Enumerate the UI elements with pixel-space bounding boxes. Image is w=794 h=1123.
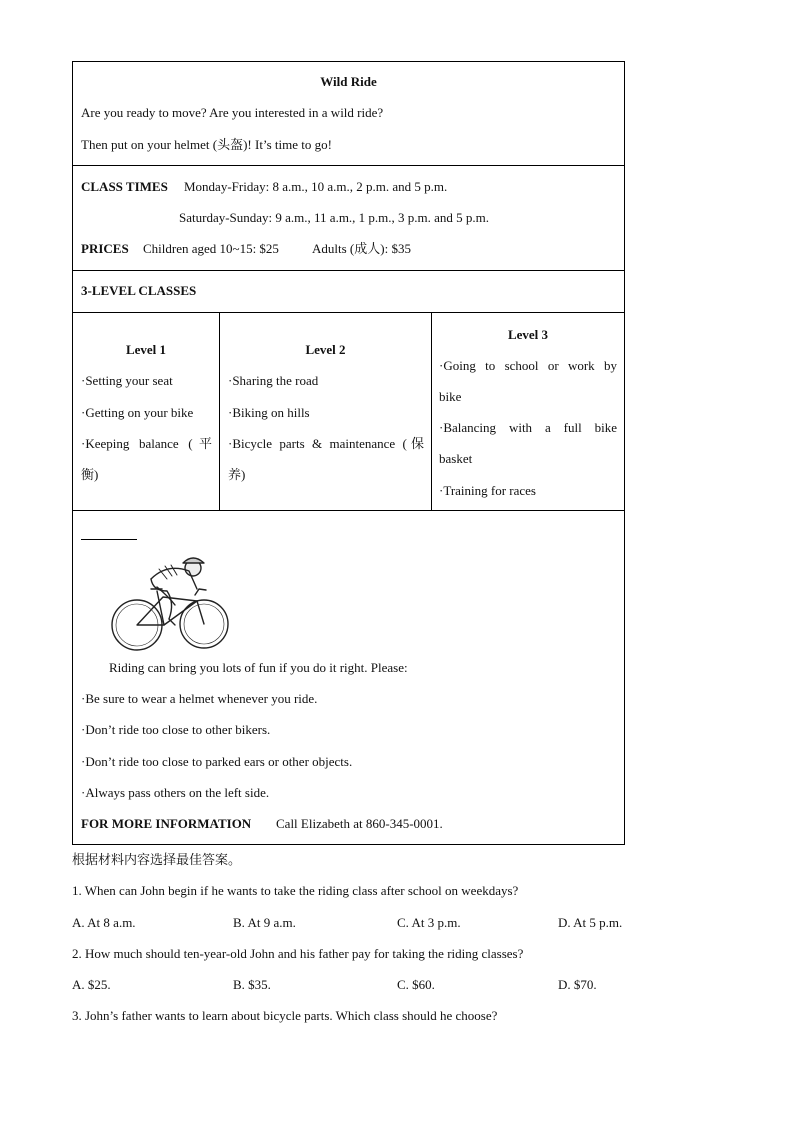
level-3-item: ·Going to school or work by	[439, 358, 617, 373]
weekend-times: Saturday-Sunday: 9 a.m., 11 a.m., 1 p.m., 3 p.m. and 5 p.m.	[179, 210, 490, 225]
level-1-title: Level 1	[125, 342, 167, 357]
level-2-item: ·Sharing the road	[228, 373, 319, 388]
weekday-times: Monday-Friday: 8 a.m., 10 a.m., 2 p.m. and 5 p.m.	[184, 179, 448, 194]
safety-section	[72, 510, 625, 845]
info-text: Call Elizabeth at 860-345-0001.	[276, 816, 443, 831]
level-1-item: 衡)	[81, 467, 99, 482]
level-2-item: ·Bicycle parts & maintenance (保	[228, 436, 424, 451]
level-3-item: ·Training for races	[439, 483, 536, 498]
question-2-option-a: A. $25.	[72, 977, 111, 992]
level-1-item: ·Getting on your bike	[81, 405, 194, 420]
classes-heading: 3-LEVEL CLASSES	[81, 283, 197, 298]
level-3-title: Level 3	[507, 327, 549, 342]
title-section	[72, 61, 625, 166]
level-3-item: ·Balancing with a full bike	[439, 420, 617, 435]
level-3-item: bike	[439, 389, 462, 404]
poster-title: Wild Ride	[320, 74, 377, 89]
level-2-item: ·Biking on hills	[228, 405, 310, 420]
price-adults: Adults (成人): $35	[312, 241, 411, 256]
level-2-title: Level 2	[305, 342, 346, 357]
question-2: 2. How much should ten-year-old John and his father pay for taking the riding classes?	[72, 946, 524, 961]
question-1-option-d: D. At 5 p.m.	[558, 915, 623, 930]
info-label: FOR MORE INFORMATION	[81, 816, 252, 831]
question-1-option-b: B. At 9 a.m.	[233, 915, 296, 930]
question-1-option-c: C. At 3 p.m.	[397, 915, 461, 930]
level-1-item: ·Keeping balance (平	[81, 436, 212, 451]
level-1-item: ·Setting your seat	[81, 373, 173, 388]
schedule-section	[72, 165, 625, 271]
tip-item: ·Always pass others on the left side.	[81, 785, 270, 800]
tip-item: ·Be sure to wear a helmet whenever you ride.	[81, 691, 318, 706]
level-2-item: 养)	[228, 467, 246, 482]
intro-line-1: Are you ready to move? Are you interested in a wild ride?	[81, 105, 384, 120]
levels-table	[72, 312, 625, 511]
price-children: Children aged 10~15: $25	[143, 241, 279, 256]
question-2-option-d: D. $70.	[558, 977, 597, 992]
intro-line-2: Then put on your helmet (头盔)! It’s time to go!	[81, 137, 332, 152]
question-2-option-c: C. $60.	[397, 977, 435, 992]
cyclist-illustration	[109, 545, 233, 653]
prices-label: PRICES	[81, 241, 129, 256]
class-times-label: CLASS TIMES	[81, 179, 168, 194]
classes-heading-section	[72, 270, 625, 313]
instructions: 根据材料内容选择最佳答案。	[72, 852, 242, 867]
blank-heading-line	[81, 539, 137, 540]
tip-item: ·Don’t ride too close to other bikers.	[81, 722, 271, 737]
question-2-option-b: B. $35.	[233, 977, 271, 992]
question-1-option-a: A. At 8 a.m.	[72, 915, 136, 930]
level-3-item: basket	[439, 451, 473, 466]
question-3: 3. John’s father wants to learn about bicycle parts. Which class should he choose?	[72, 1008, 498, 1023]
safety-intro: Riding can bring you lots of fun if you do it right. Please:	[109, 660, 408, 675]
question-1: 1. When can John begin if he wants to take the riding class after school on weekdays?	[72, 883, 519, 898]
tip-item: ·Don’t ride too close to parked ears or other objects.	[81, 754, 353, 769]
